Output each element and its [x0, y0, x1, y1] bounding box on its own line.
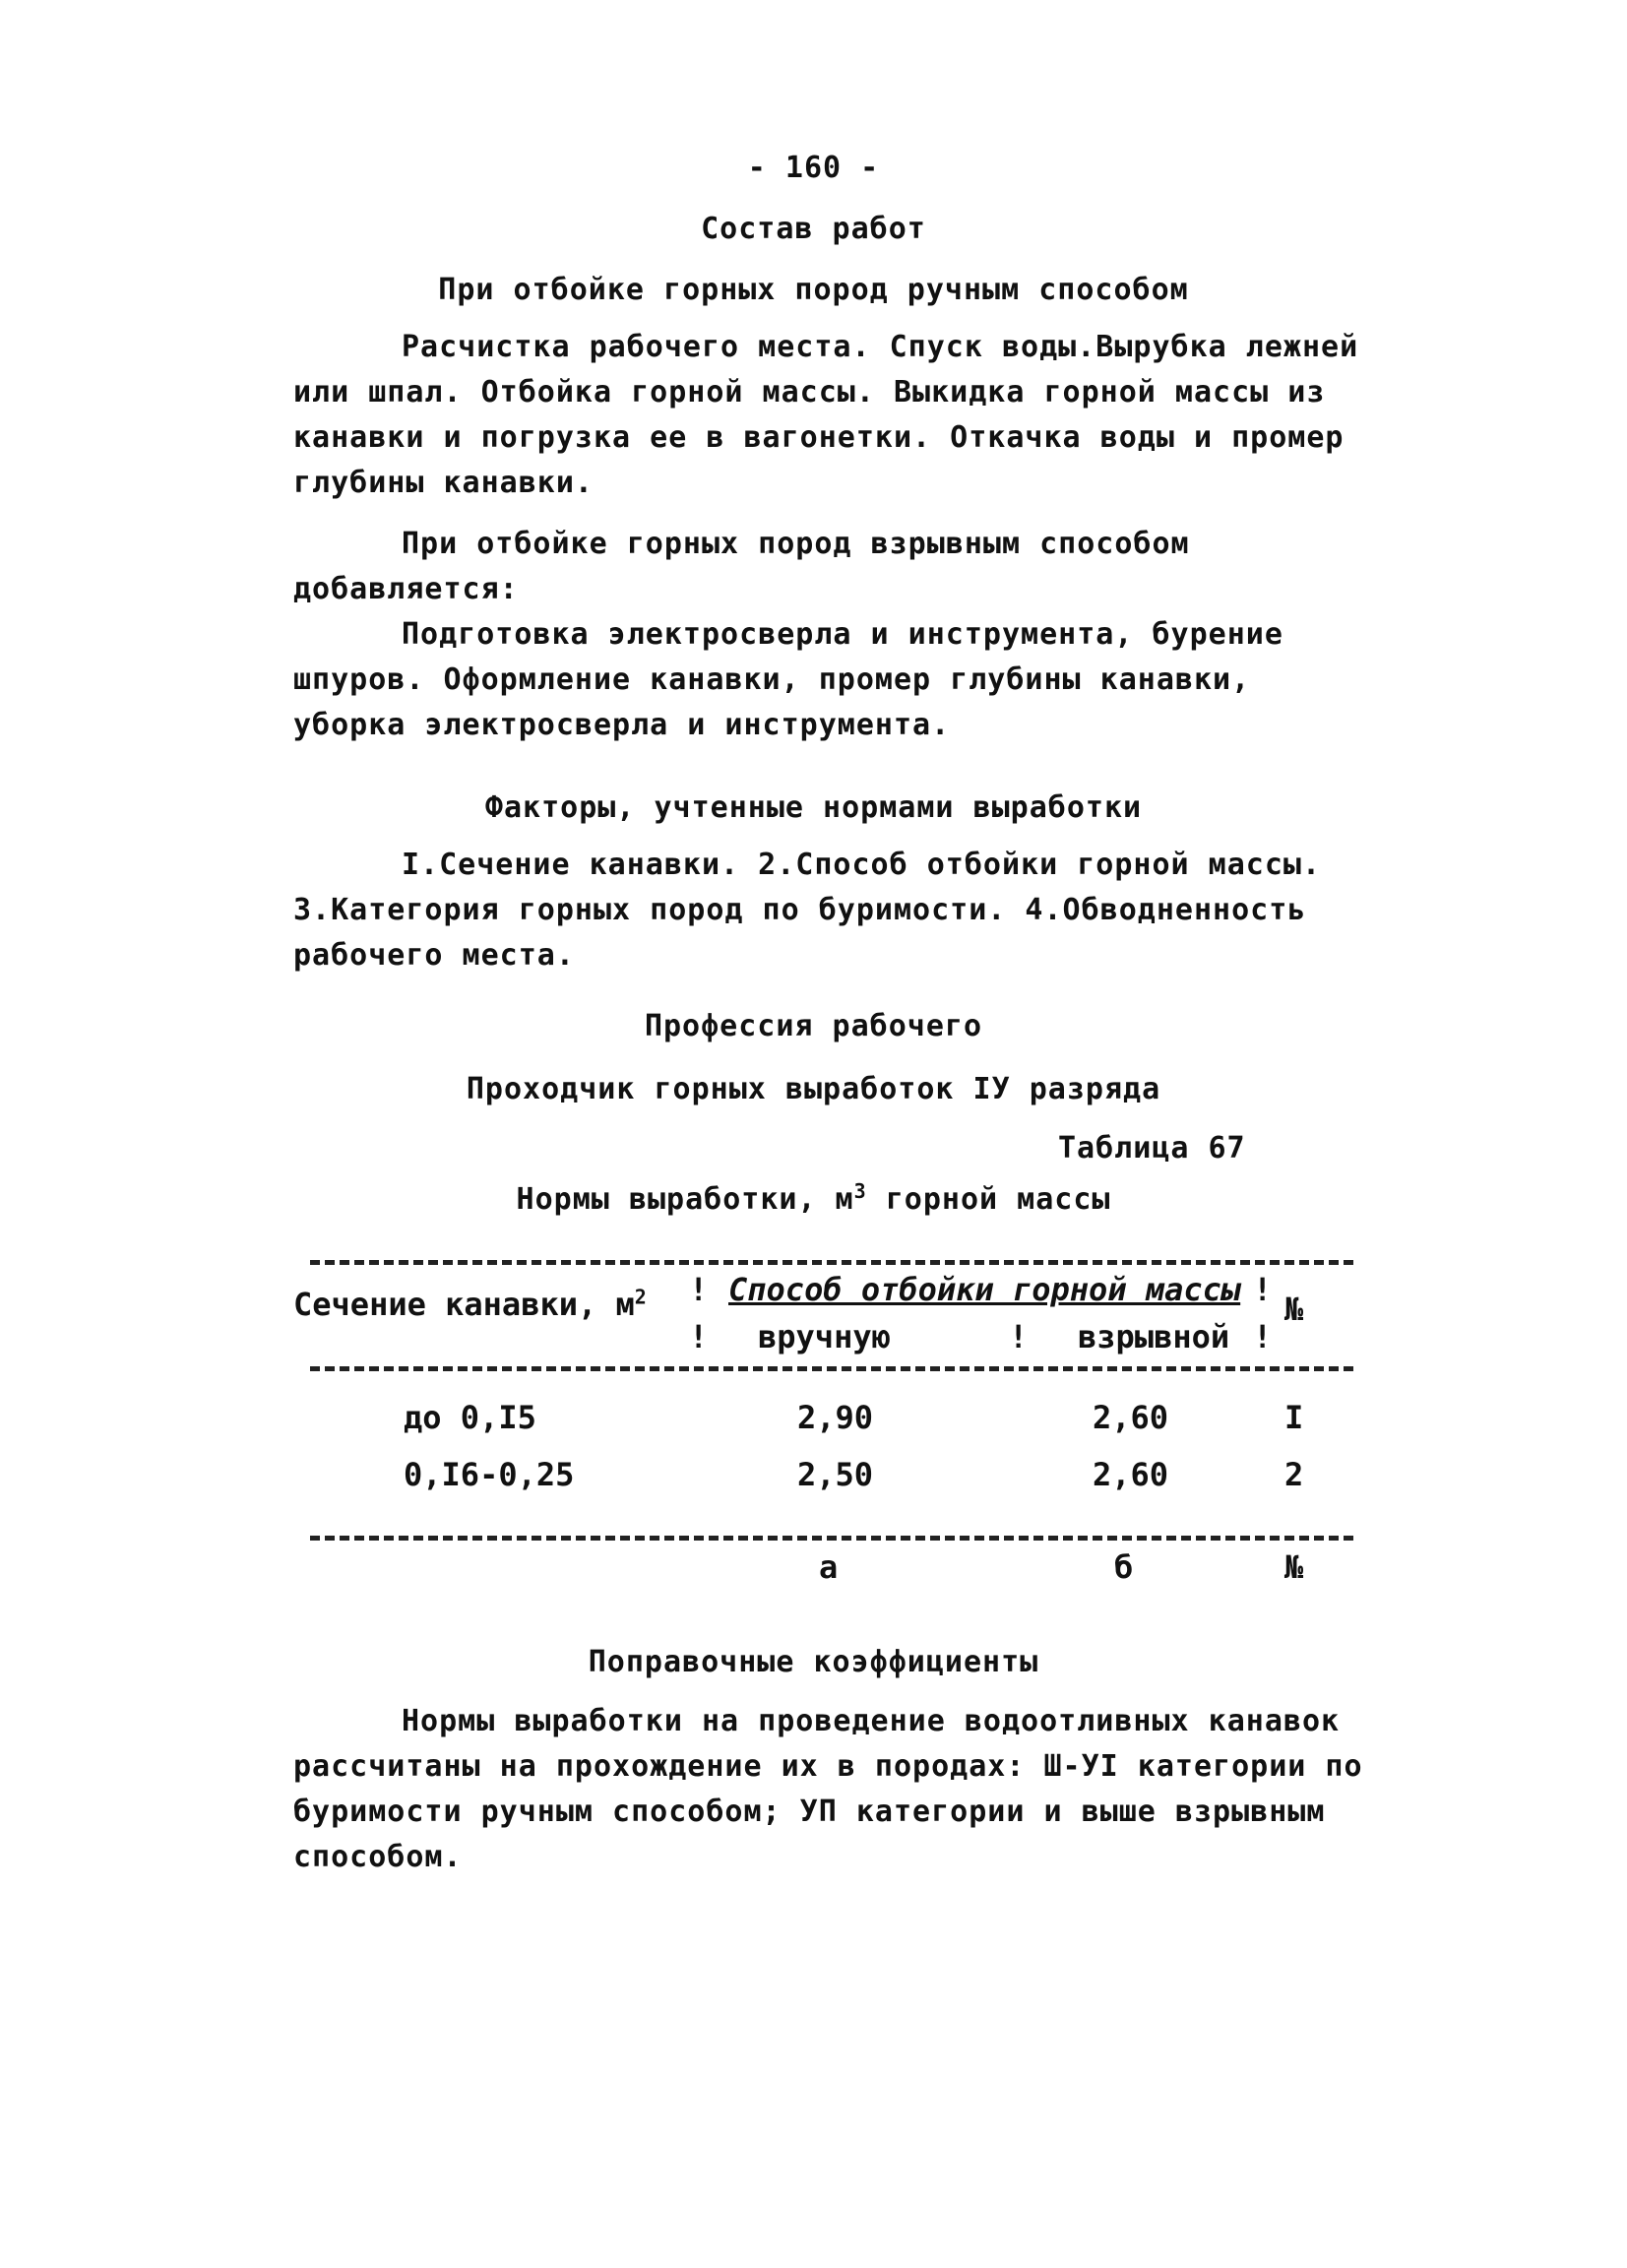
cell-blast: 2,60 [1093, 1456, 1169, 1493]
cell-number: 2 [1284, 1456, 1304, 1493]
header-manual: вручную [758, 1318, 891, 1355]
cell-number: I [1284, 1399, 1304, 1436]
header-section: Сечение канавки, $м^2$ [293, 1285, 647, 1323]
header-sep: ! [1009, 1318, 1029, 1355]
header-sep: ! [1253, 1318, 1273, 1355]
heading-composition: Состав работ [701, 212, 926, 246]
header-number: № [1284, 1291, 1304, 1328]
paragraph-blast: Подготовка электросверла и инструмента, бурение шпуров. Оформление канавки, промер глубины канавки, уборка электросверла и инструмента. [293, 617, 1302, 742]
footer-a: а [819, 1548, 839, 1586]
footer-number: № [1284, 1548, 1304, 1586]
cell-section: до 0,I5 [404, 1399, 536, 1436]
paragraph-blast-intro: При отбойке горных пород взрывным способом добавляется: [293, 527, 1209, 606]
table-title: Нормы выработки, $м^3$ горной массы [516, 1179, 1111, 1217]
cell-section: 0,I6-0,25 [404, 1456, 575, 1493]
heading-manual: При отбойке горных пород ручным способом [438, 273, 1189, 307]
header-method: Способ отбойки горной массы [728, 1271, 1241, 1308]
cell-manual: 2,50 [797, 1456, 874, 1493]
table-label: Таблица 67 [1058, 1131, 1246, 1166]
footer-b: б [1114, 1548, 1134, 1586]
page-number: - 160 - [747, 151, 880, 185]
paragraph-coefficients: Нормы выработки на проведение водоотливных канавок рассчитаны на прохождение их в породах: Ш-УI категории по буримости ручным способом; УП категории и выше взрывным способом. [293, 1704, 1382, 1874]
profession-title: Проходчик горных выработок IУ разряда [466, 1072, 1161, 1106]
table-rule-bottom [310, 1536, 1353, 1541]
header-blast: взрывной [1078, 1318, 1230, 1355]
table-rule-top [310, 1260, 1353, 1265]
paragraph-factors: I.Сечение канавки. 2.Способ отбойки горной массы. 3.Категория горных пород по буримости. 4.Обводненность рабочего места. [293, 848, 1341, 973]
table-rule-header [310, 1366, 1353, 1371]
heading-profession: Профессия рабочего [644, 1009, 983, 1043]
header-sep: ! [689, 1271, 709, 1308]
header-sep: ! [689, 1318, 709, 1355]
header-sep: ! [1253, 1271, 1273, 1308]
cell-blast: 2,60 [1093, 1399, 1169, 1436]
cell-manual: 2,90 [797, 1399, 874, 1436]
heading-coefficients: Поправочные коэффициенты [588, 1645, 1039, 1679]
paragraph-manual: Расчистка рабочего места. Спуск воды.Вырубка лежней или шпал. Отбойка горной массы. Выкидка горной массы из канавки и погрузка ее в вагонетки. Откачка воды и промер глубины канавки. [293, 330, 1378, 500]
heading-factors: Факторы, учтенные нормами выработки [484, 790, 1143, 825]
